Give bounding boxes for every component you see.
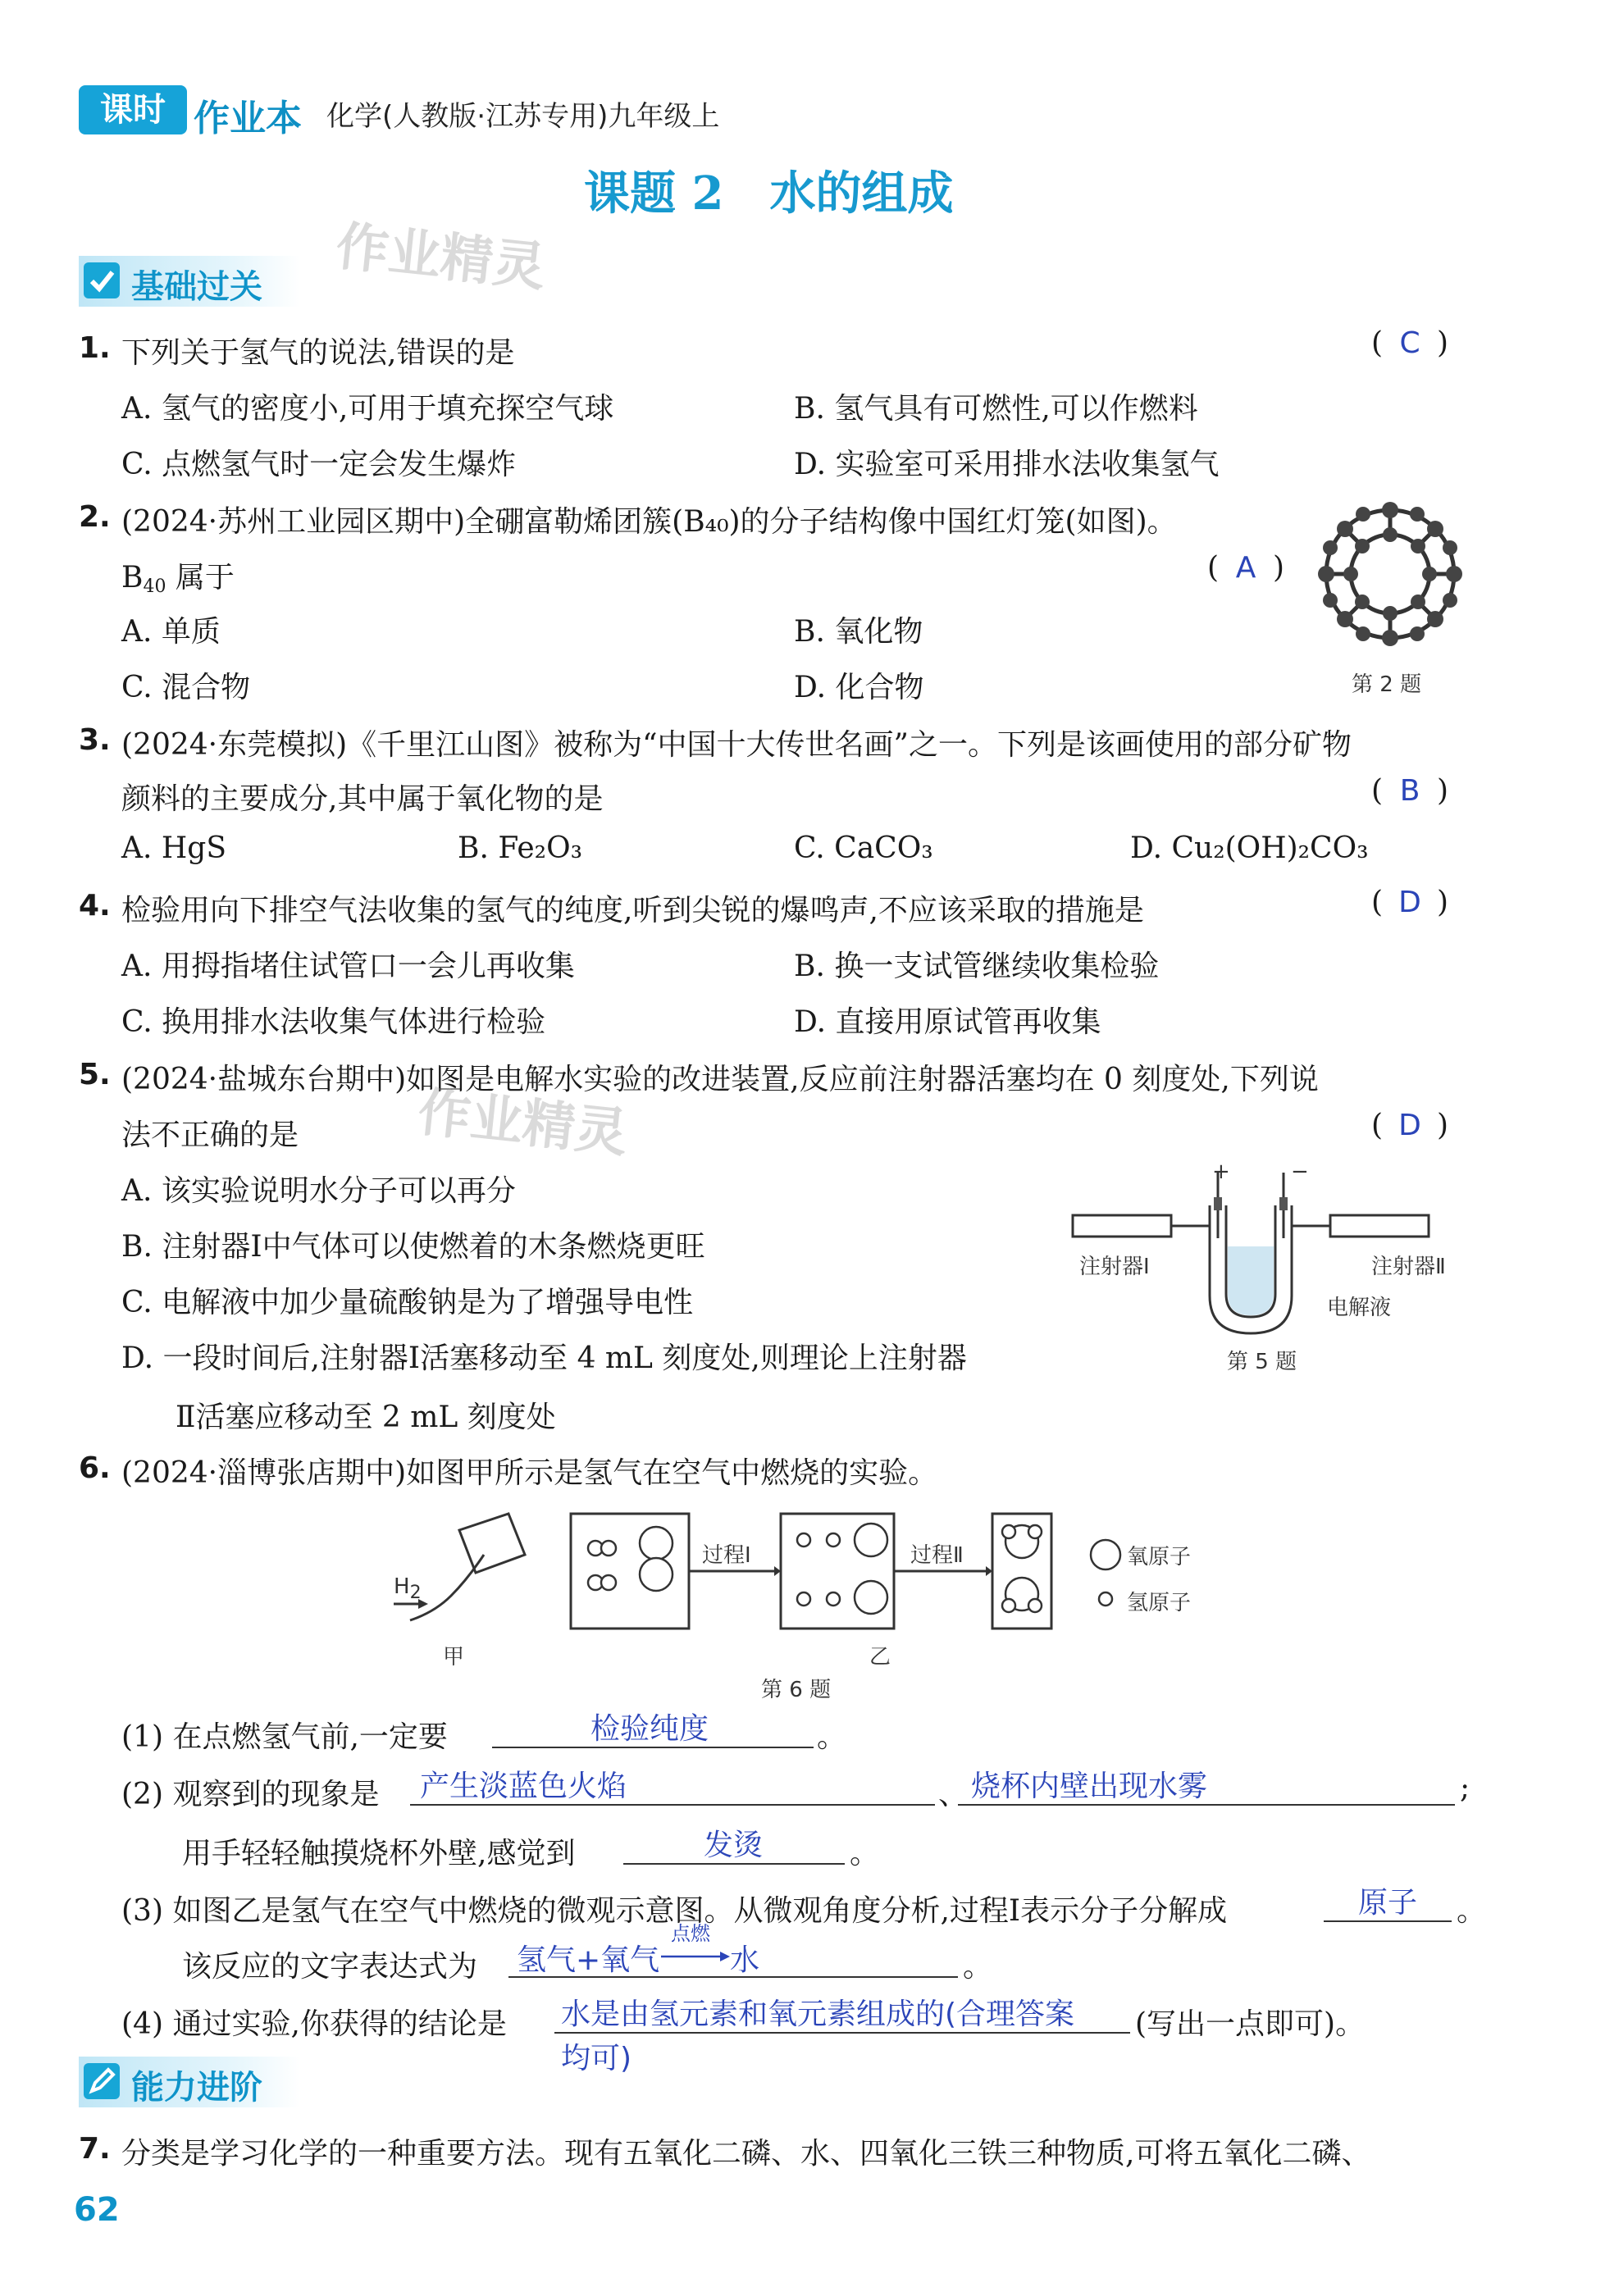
electrolysis-apparatus-figure — [1066, 1148, 1476, 1345]
q6-p1-answer: 检验纯度 — [590, 1712, 709, 1746]
q5-answer-paren: ( D ) — [1371, 1109, 1449, 1142]
q6-label-jia: 甲 — [443, 1645, 465, 1670]
q4-number: 4. — [79, 889, 111, 922]
q5-answer: D — [1398, 1109, 1421, 1142]
q2-option-c: C. 混合物 — [121, 671, 251, 704]
page-number: 62 — [74, 2191, 120, 2229]
hydrogen-atom-legend-icon — [1096, 1589, 1115, 1609]
q6-stem: (2024·淄博张店期中)如图甲所示是氢气在空气中燃烧的实验。 — [121, 1456, 938, 1490]
q2-option-a: A. 单质 — [121, 615, 221, 649]
q7-number: 7. — [79, 2132, 111, 2166]
q2-stem: (2024·苏州工业园区期中)全硼富勒烯团簇(B₄₀)的分子结构像中国红灯笼(如图)。 — [121, 505, 1177, 539]
q6-h2-sub: 2 — [409, 1583, 422, 1603]
q5-number: 5. — [79, 1058, 111, 1091]
q6-p3-answer: 原子 — [1358, 1886, 1418, 1920]
q5-option-d-cont: Ⅱ活塞应移动至 2 mL 刻度处 — [176, 1401, 556, 1434]
q5-minus-label: − — [1291, 1159, 1309, 1184]
q6-process2-label: 过程Ⅱ — [910, 1543, 964, 1568]
q6-h2-main: H — [394, 1574, 410, 1599]
q6-p2-blank-1 — [410, 1804, 935, 1806]
watermark: 作业精灵 — [333, 216, 549, 299]
q3-answer: B — [1399, 774, 1420, 808]
hydrogen-burning-figure — [385, 1506, 533, 1629]
q2-option-d: D. 化合物 — [794, 671, 924, 704]
q6-p2-end: ; — [1460, 1771, 1470, 1805]
q6-p4-answer-cont: 均可) — [561, 2042, 632, 2075]
q2-number: 2. — [79, 500, 111, 534]
q6-p3b-condition: 点燃 — [671, 1922, 710, 1945]
q6-p4-end: (写出一点即可)。 — [1135, 2007, 1366, 2041]
q5-option-b: B. 注射器Ⅰ中气体可以使燃着的木条燃烧更旺 — [121, 1230, 705, 1264]
q5-electrolyte-label: 电解液 — [1327, 1296, 1392, 1320]
q1-number: 1. — [79, 331, 111, 365]
q3-answer-paren: ( B ) — [1371, 774, 1449, 808]
q1-answer: C — [1399, 326, 1420, 360]
q4-answer-paren: ( D ) — [1371, 886, 1449, 919]
logo-badge: 课时 — [79, 85, 187, 134]
q7-stem: 分类是学习化学的一种重要方法。现有五氧化二磷、水、四氧化三铁三种物质,可将五氧化二磷、 — [121, 2137, 1371, 2171]
q6-p3: (3) 如图乙是氢气在空气中燃烧的微观示意图。从微观角度分析,过程Ⅰ表示分子分解成 — [121, 1894, 1228, 1928]
q4-stem: 检验用向下排空气法收集的氢气的纯度,听到尖锐的爆鸣声,不应该采取的措施是 — [121, 894, 1144, 927]
microscopic-process-figure — [566, 1509, 1058, 1632]
section-header-basic — [79, 256, 300, 307]
brand-name: 作业本 — [194, 98, 302, 139]
q3-number: 3. — [79, 723, 111, 757]
subject-line: 化学(人教版·江苏专用)九年级上 — [326, 100, 720, 133]
section-header-advanced — [79, 2057, 300, 2107]
q5-option-a: A. 该实验说明水分子可以再分 — [121, 1174, 516, 1208]
q5-stem: (2024·盐城东台期中)如图是电解水实验的改进装置,反应前注射器活塞均在 0 刻度处,下列说 — [121, 1063, 1319, 1096]
q6-p2b-end: 。 — [850, 1837, 880, 1870]
q6-p3b-left: 氢气+氧气 — [517, 1943, 660, 1977]
q2-stem-rest: 属于 — [166, 561, 235, 594]
q6-p2-answer-1: 产生淡蓝色火焰 — [420, 1770, 627, 1803]
q4-option-d: D. 直接用原试管再收集 — [794, 1005, 1101, 1039]
oxygen-atom-legend-icon — [1087, 1537, 1124, 1573]
q6-label-yi: 乙 — [869, 1645, 891, 1670]
q6-legend-oxygen: 氧原子 — [1127, 1545, 1192, 1569]
reaction-arrow-icon — [661, 1948, 730, 1965]
check-icon — [84, 262, 120, 298]
q5-stem-2: 法不正确的是 — [121, 1118, 299, 1152]
q6-p1-blank — [492, 1747, 814, 1748]
q6-p4-answer: 水是由氢元素和氧元素组成的(合理答案 — [561, 1998, 1075, 2031]
q5-plus-label: + — [1212, 1159, 1230, 1184]
q6-process1-label: 过程Ⅰ — [702, 1543, 751, 1568]
section-label-advanced: 能力进阶 — [131, 2069, 262, 2107]
q2-stem-2 — [121, 554, 235, 597]
q2-answer-paren: ( A ) — [1207, 551, 1285, 585]
q6-p2: (2) 观察到的现象是 — [121, 1778, 380, 1811]
q5-caption: 第 5 题 — [1227, 1350, 1297, 1374]
q6-caption: 第 6 题 — [761, 1678, 832, 1702]
q6-p3b-right: 水 — [730, 1943, 760, 1977]
q6-p4-blank — [554, 2032, 1130, 2034]
q5-syringe1-label: 注射器Ⅰ — [1079, 1255, 1150, 1279]
q3-stem: (2024·东莞模拟)《千里江山图》被称为“中国十大传世名画”之一。下列是该画使用的部分矿物 — [121, 728, 1352, 762]
q6-p3-end: 。 — [1457, 1894, 1487, 1928]
q4-answer: D — [1398, 886, 1421, 919]
q6-p3b: 该反应的文字表达式为 — [182, 1950, 478, 1984]
q1-option-d: D. 实验室可采用排水法收集氢气 — [794, 448, 1220, 481]
q5-syringe2-label: 注射器Ⅱ — [1371, 1255, 1446, 1279]
q5-option-c: C. 电解液中加少量硫酸钠是为了增强导电性 — [121, 1286, 694, 1319]
q3-stem-2: 颜料的主要成分,其中属于氧化物的是 — [121, 782, 604, 816]
q1-option-a: A. 氢气的密度小,可用于填充探空气球 — [121, 392, 614, 426]
watermark-2: 作业精灵 — [415, 1082, 631, 1165]
q6-p2b: 用手轻轻触摸烧杯外壁,感觉到 — [182, 1837, 576, 1870]
q6-legend-hydrogen: 氢原子 — [1127, 1591, 1192, 1615]
q6-p2b-answer: 发烫 — [704, 1829, 764, 1862]
section-label-basic: 基础过关 — [131, 268, 262, 306]
q6-p1-end: 。 — [817, 1720, 847, 1754]
q3-option-d: D. Cu₂(OH)₂CO₃ — [1130, 831, 1369, 865]
q2-answer: A — [1235, 551, 1256, 585]
q1-answer-paren: ( C ) — [1371, 326, 1449, 360]
pencil-icon — [84, 2063, 120, 2099]
q2-stem-sub: 40 — [143, 576, 166, 597]
q6-p2b-blank — [623, 1863, 845, 1865]
q2-caption: 第 2 题 — [1352, 672, 1422, 697]
q1-option-b: B. 氢气具有可燃性,可以作燃料 — [794, 392, 1198, 426]
q4-option-a: A. 用拇指堵住试管口一会儿再收集 — [121, 950, 575, 983]
q6-number: 6. — [79, 1451, 111, 1485]
q6-h2-label — [394, 1574, 422, 1603]
q6-p3b-blank — [508, 1976, 958, 1978]
q6-p3-blank — [1324, 1920, 1452, 1922]
q6-p2-blank-2 — [958, 1804, 1455, 1806]
q4-option-b: B. 换一支试管继续收集检验 — [794, 950, 1160, 983]
q3-option-b: B. Fe₂O₃ — [458, 831, 583, 865]
q4-option-c: C. 换用排水法收集气体进行检验 — [121, 1005, 546, 1039]
q6-p4: (4) 通过实验,你获得的结论是 — [121, 2007, 507, 2041]
q2-option-b: B. 氧化物 — [794, 615, 923, 649]
q5-option-d: D. 一段时间后,注射器Ⅰ活塞移动至 4 mL 刻度处,则理论上注射器 — [121, 1342, 967, 1375]
q6-p3b-end: 。 — [963, 1950, 993, 1984]
page-title: 课题 2 水的组成 — [584, 166, 954, 221]
q1-option-c: C. 点燃氢气时一定会发生爆炸 — [121, 448, 517, 481]
q6-p2-sep: 、 — [938, 1778, 969, 1811]
q3-option-a: A. HgS — [121, 831, 226, 865]
q2-stem-b: B — [121, 561, 144, 594]
q3-option-c: C. CaCO₃ — [794, 831, 933, 865]
b40-cage-figure — [1312, 492, 1468, 656]
q6-p2-answer-2: 烧杯内壁出现水雾 — [971, 1770, 1208, 1803]
q6-p1: (1) 在点燃氢气前,一定要 — [121, 1720, 448, 1754]
q1-stem: 下列关于氢气的说法,错误的是 — [121, 336, 515, 370]
